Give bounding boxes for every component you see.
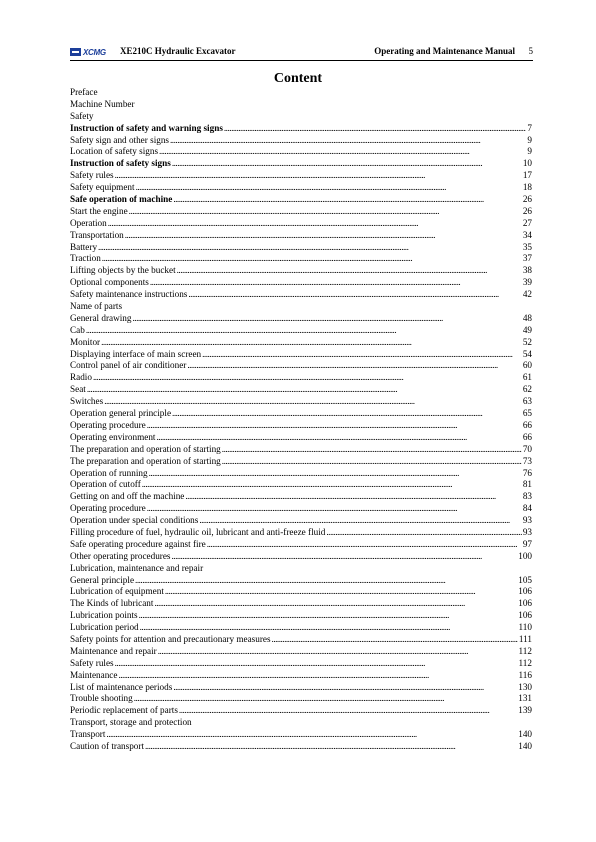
- toc-dot-leader: [172, 408, 522, 420]
- header-model: XE210C Hydraulic Excavator: [120, 46, 236, 56]
- toc-dot-leader: [202, 349, 522, 361]
- toc-dot-leader: [222, 444, 522, 456]
- toc-entry-label: Safe operating procedure against fire: [70, 538, 206, 549]
- toc-dot-leader: [224, 123, 527, 135]
- toc-entry[interactable]: [70, 705, 532, 717]
- toc-entry-label: Preface: [70, 87, 98, 97]
- toc-dot-leader: [139, 610, 518, 622]
- toc-entry-page: 60: [522, 360, 532, 371]
- page-header: [70, 46, 533, 61]
- toc-entry-page: 97: [522, 538, 532, 549]
- toc-entry[interactable]: [70, 563, 532, 575]
- toc-entry[interactable]: [70, 242, 532, 254]
- toc-entry[interactable]: [70, 111, 532, 123]
- toc-dot-leader: [147, 420, 522, 432]
- toc-entry-label: Safety points for attention and precautionary measures: [70, 633, 271, 644]
- toc-dot-leader: [118, 670, 517, 682]
- toc-entry-page: 93: [522, 515, 532, 526]
- toc-entry[interactable]: [70, 396, 532, 408]
- toc-entry-label: Getting on and off the machine: [70, 491, 185, 502]
- toc-entry[interactable]: [70, 99, 532, 111]
- toc-entry-page: 106: [518, 598, 532, 609]
- toc-entry[interactable]: [70, 551, 532, 563]
- toc-entry-label: Radio: [70, 372, 92, 383]
- header-manual-title: Operating and Maintenance Manual: [374, 46, 515, 56]
- toc-entry-label: Seat: [70, 384, 86, 395]
- toc-entry-label: Name of parts: [70, 301, 123, 312]
- toc-entry-label: Operation of cutoff: [70, 479, 141, 490]
- toc-entry[interactable]: [70, 515, 532, 527]
- toc-entry[interactable]: [70, 622, 532, 634]
- toc-entry-page: 17: [522, 170, 532, 181]
- toc-entry[interactable]: [70, 598, 532, 610]
- toc-entry[interactable]: [70, 658, 532, 670]
- toc-entry-label: List of maintenance periods: [70, 681, 173, 692]
- toc-entry-page: 52: [522, 336, 532, 347]
- toc-entry-page: 73: [522, 455, 532, 466]
- toc-entry-label: Safety: [70, 110, 94, 121]
- toc-entry-label: Start the engine: [70, 205, 128, 216]
- toc-entry-page: 139: [518, 705, 532, 716]
- toc-entry-label: Safety rules: [70, 170, 114, 181]
- toc-dot-leader: [134, 693, 518, 705]
- toc-dot-leader: [149, 468, 522, 480]
- toc-dot-leader: [142, 479, 522, 491]
- toc-entry[interactable]: [70, 289, 532, 301]
- toc-entry-label: General principle: [70, 574, 135, 585]
- toc-dot-leader: [326, 527, 521, 539]
- page-title: Content: [273, 71, 323, 86]
- toc-entry-page: 66: [522, 431, 532, 442]
- toc-entry[interactable]: [70, 586, 532, 598]
- toc-dot-leader: [185, 491, 521, 503]
- toc-entry-page: 112: [518, 657, 532, 668]
- toc-entry[interactable]: [70, 301, 532, 313]
- toc-dot-leader: [108, 218, 522, 230]
- toc-entry[interactable]: [70, 206, 532, 218]
- toc-entry[interactable]: [70, 468, 532, 480]
- toc-entry[interactable]: [70, 491, 532, 503]
- toc-dot-leader: [86, 325, 522, 337]
- toc-entry-label: Operating environment: [70, 431, 156, 442]
- toc-dot-leader: [158, 646, 518, 658]
- toc-dot-leader: [154, 598, 517, 610]
- toc-entry-label: Instruction of safety and warning signs: [70, 122, 223, 133]
- toc-entry[interactable]: [70, 527, 532, 539]
- toc-entry-page: 110: [518, 622, 532, 633]
- toc-dot-leader: [145, 741, 517, 753]
- toc-entry-label: Maintenance: [70, 669, 118, 680]
- toc-entry[interactable]: [70, 646, 532, 658]
- toc-dot-leader: [159, 146, 526, 158]
- toc-entry-page: 49: [522, 324, 532, 335]
- toc-entry-label: Transportation: [70, 229, 124, 240]
- toc-entry-page: 9: [527, 146, 532, 157]
- toc-entry-label: Safety maintenance instructions: [70, 289, 188, 300]
- toc-entry-label: Monitor: [70, 336, 101, 347]
- toc-dot-leader: [199, 515, 521, 527]
- toc-entry[interactable]: [70, 539, 532, 551]
- toc-entry-page: 140: [518, 740, 532, 751]
- toc-entry-label: Operation: [70, 217, 107, 228]
- toc-dot-leader: [179, 705, 517, 717]
- toc-entry-page: 131: [518, 693, 532, 704]
- toc-entry[interactable]: [70, 634, 532, 646]
- toc-entry-label: Machine Number: [70, 98, 135, 109]
- toc-entry[interactable]: [70, 420, 532, 432]
- toc-entry-label: Cab: [70, 324, 85, 335]
- toc-entry-label: Safe operation of machine: [70, 194, 173, 205]
- toc-entry-page: 116: [518, 669, 532, 680]
- toc-entry-page: 61: [522, 372, 532, 383]
- toc-entry-page: 140: [518, 729, 532, 740]
- toc-entry-label: Caution of transport: [70, 740, 144, 751]
- toc-entry-label: Lubrication, maintenance and repair: [70, 562, 204, 573]
- toc-entry-label: Lubrication period: [70, 622, 139, 633]
- toc-entry[interactable]: [70, 170, 532, 182]
- logo-text: XCMG: [83, 47, 106, 57]
- toc-entry-page: 10: [522, 158, 532, 169]
- toc-dot-leader: [101, 337, 522, 349]
- toc-entry-label: Switches: [70, 396, 104, 407]
- toc-entry-page: 54: [522, 348, 532, 359]
- toc-entry[interactable]: [70, 194, 532, 206]
- toc-entry-page: 62: [522, 384, 532, 395]
- toc-entry[interactable]: [70, 265, 532, 277]
- toc-entry-label: Safety equipment: [70, 182, 135, 193]
- toc-entry-page: 93: [522, 526, 532, 537]
- toc-entry-label: Other operating procedures: [70, 550, 171, 561]
- toc-entry-label: Operating procedure: [70, 503, 146, 514]
- toc-entry[interactable]: [70, 575, 532, 587]
- toc-entry[interactable]: [70, 337, 532, 349]
- toc-entry-label: Transport, storage and protection: [70, 717, 192, 728]
- toc-entry[interactable]: [70, 670, 532, 682]
- toc-entry-page: 65: [522, 408, 532, 419]
- toc-entry[interactable]: [70, 277, 532, 289]
- toc-entry-label: Lubrication points: [70, 610, 138, 621]
- toc-entry-page: 105: [518, 574, 532, 585]
- toc-dot-leader: [129, 206, 522, 218]
- toc-entry-page: 130: [518, 681, 532, 692]
- toc-entry-label: Optional components: [70, 277, 149, 288]
- toc-entry[interactable]: [70, 741, 532, 753]
- toc-entry[interactable]: [70, 693, 532, 705]
- toc-entry-page: 83: [522, 491, 532, 502]
- toc-dot-leader: [177, 265, 522, 277]
- toc-dot-leader: [125, 230, 522, 242]
- toc-entry[interactable]: [70, 123, 532, 135]
- toc-dot-leader: [173, 682, 517, 694]
- toc-entry-page: 84: [522, 503, 532, 514]
- toc-dot-leader: [140, 622, 518, 634]
- toc-entry[interactable]: [70, 253, 532, 265]
- toc-entry-page: 42: [522, 289, 532, 300]
- toc-entry[interactable]: [70, 408, 532, 420]
- toc-entry[interactable]: [70, 325, 532, 337]
- toc-entry-page: 35: [522, 241, 532, 252]
- brand-logo: [70, 47, 106, 57]
- toc-entry-page: 26: [522, 205, 532, 216]
- toc-entry[interactable]: [70, 182, 532, 194]
- toc-entry-page: 39: [522, 277, 532, 288]
- toc-entry-page: 37: [522, 253, 532, 264]
- toc-dot-leader: [272, 634, 518, 646]
- toc-entry[interactable]: [70, 503, 532, 515]
- toc-dot-leader: [207, 539, 522, 551]
- toc-entry[interactable]: [70, 479, 532, 491]
- toc-dot-leader: [187, 360, 521, 372]
- toc-entry-label: Periodic replacement of parts: [70, 705, 178, 716]
- toc-entry-label: Transport: [70, 729, 106, 740]
- toc-entry-label: Displaying interface of main screen: [70, 348, 202, 359]
- toc-dot-leader: [172, 158, 522, 170]
- toc-entry-page: 70: [522, 443, 532, 454]
- toc-entry-label: Operation of running: [70, 467, 148, 478]
- toc-dot-leader: [150, 277, 522, 289]
- toc-entry[interactable]: [70, 230, 532, 242]
- toc-entry-label: The Kinds of lubricant: [70, 598, 154, 609]
- toc-entry-label: Location of safety signs: [70, 146, 159, 157]
- toc-entry[interactable]: [70, 313, 532, 325]
- toc-entry-label: Traction: [70, 253, 101, 264]
- toc-entry-page: 48: [522, 312, 532, 323]
- toc-entry-page: 111: [518, 633, 532, 644]
- toc-dot-leader: [87, 384, 522, 396]
- toc-entry-page: 7: [527, 122, 532, 133]
- toc-entry-label: Lubrication of equipment: [70, 586, 164, 597]
- toc-dot-leader: [102, 253, 522, 265]
- toc-dot-leader: [98, 242, 522, 254]
- toc-entry-page: 9: [527, 134, 532, 145]
- toc-entry-label: Safety sign and other signs: [70, 134, 170, 145]
- toc-entry-label: Trouble shooting: [70, 693, 133, 704]
- toc-dot-leader: [170, 135, 526, 147]
- toc-entry[interactable]: [70, 682, 532, 694]
- toc-entry-label: Operation general principle: [70, 408, 172, 419]
- toc-entry-label: Battery: [70, 241, 98, 252]
- toc-entry[interactable]: [70, 158, 532, 170]
- toc-entry[interactable]: [70, 87, 532, 99]
- toc-entry-page: 76: [522, 467, 532, 478]
- toc-dot-leader: [165, 586, 517, 598]
- toc-dot-leader: [104, 396, 522, 408]
- toc-dot-leader: [222, 456, 522, 468]
- toc-entry-label: Maintenance and repair: [70, 645, 157, 656]
- toc-entry-label: Operation under special conditions: [70, 515, 199, 526]
- toc-dot-leader: [173, 194, 521, 206]
- toc-entry[interactable]: [70, 717, 532, 729]
- toc-entry-label: Instruction of safety signs: [70, 158, 171, 169]
- toc-entry-page: 81: [522, 479, 532, 490]
- toc-dot-leader: [172, 551, 518, 563]
- toc-entry-page: 26: [522, 194, 532, 205]
- toc-entry-label: Control panel of air conditioner: [70, 360, 187, 371]
- toc-entry-label: Filling procedure of fuel, hydraulic oil, lubricant and anti-freeze fluid: [70, 526, 326, 537]
- toc-dot-leader: [136, 182, 522, 194]
- toc-dot-leader: [135, 575, 517, 587]
- toc-entry-page: 66: [522, 419, 532, 430]
- header-page-number: 5: [528, 46, 533, 56]
- toc-dot-leader: [132, 313, 521, 325]
- toc-dot-leader: [115, 170, 522, 182]
- toc-dot-leader: [156, 432, 521, 444]
- toc-entry-page: 34: [522, 229, 532, 240]
- toc-entry-label: Safety rules: [70, 657, 114, 668]
- toc-dot-leader: [106, 729, 517, 741]
- toc-entry[interactable]: [70, 349, 532, 361]
- toc-entry-page: 112: [518, 645, 532, 656]
- toc-dot-leader: [188, 289, 521, 301]
- toc-dot-leader: [115, 658, 518, 670]
- toc-entry-label: Lifting objects by the bucket: [70, 265, 176, 276]
- toc-entry[interactable]: [70, 146, 532, 158]
- toc-entry-page: 18: [522, 182, 532, 193]
- toc-entry-page: 106: [518, 586, 532, 597]
- toc-entry[interactable]: [70, 372, 532, 384]
- table-of-contents: [70, 87, 532, 753]
- toc-entry[interactable]: [70, 360, 532, 372]
- toc-entry-page: 100: [518, 550, 532, 561]
- toc-entry[interactable]: [70, 456, 532, 468]
- toc-entry[interactable]: [70, 729, 532, 741]
- toc-entry[interactable]: [70, 444, 532, 456]
- toc-entry[interactable]: [70, 432, 532, 444]
- toc-entry-page: 27: [522, 217, 532, 228]
- logo-mark-icon: [70, 48, 81, 56]
- toc-entry-label: Operating procedure: [70, 419, 146, 430]
- toc-dot-leader: [147, 503, 522, 515]
- toc-entry-label: General drawing: [70, 312, 132, 323]
- toc-entry-page: 38: [522, 265, 532, 276]
- toc-entry[interactable]: [70, 384, 532, 396]
- toc-entry-page: 106: [518, 610, 532, 621]
- toc-entry[interactable]: [70, 218, 532, 230]
- toc-entry[interactable]: [70, 135, 532, 147]
- toc-dot-leader: [93, 372, 522, 384]
- toc-entry[interactable]: [70, 610, 532, 622]
- toc-entry-page: 63: [522, 396, 532, 407]
- toc-entry-label: The preparation and operation of starting: [70, 455, 221, 466]
- toc-entry-label: The preparation and operation of starting: [70, 443, 221, 454]
